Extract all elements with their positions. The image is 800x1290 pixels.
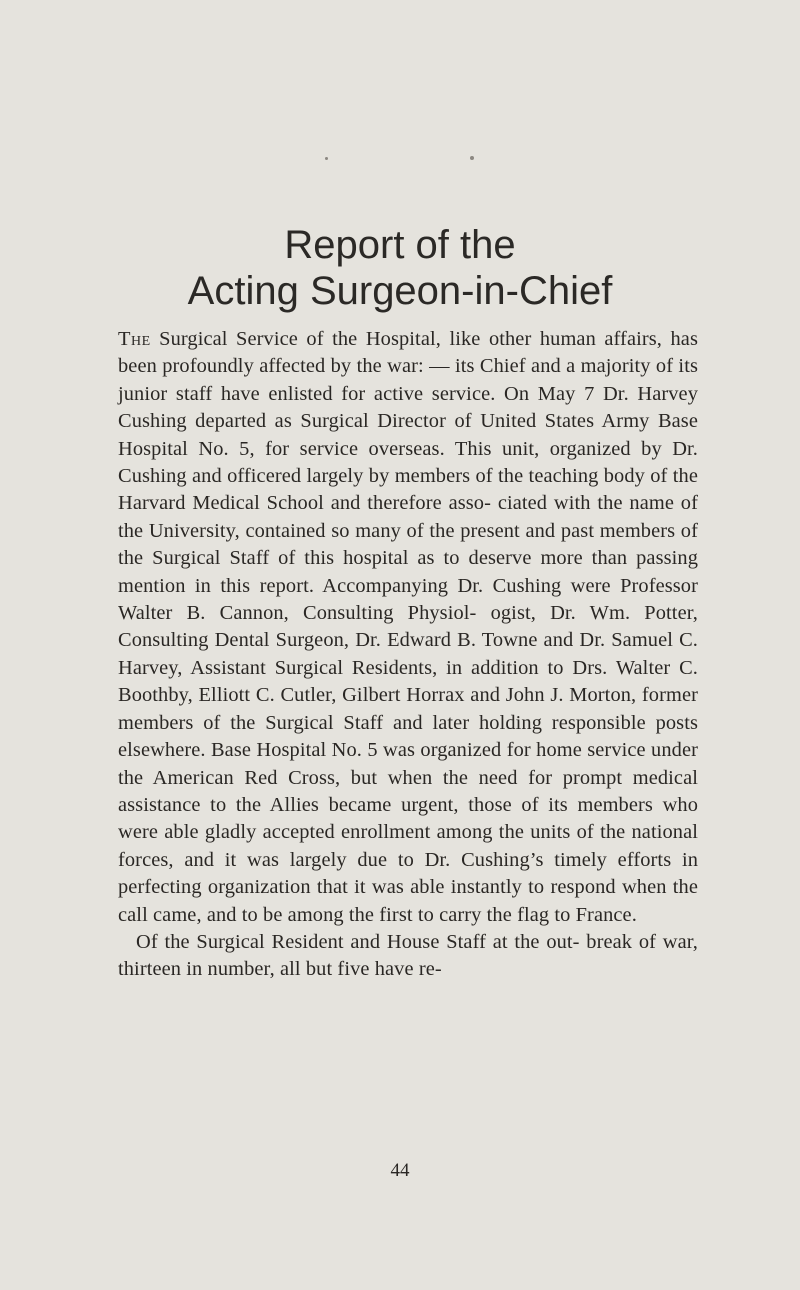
paragraph-1-text: Surgical Service of the Hospital, like other human affairs, has been profoundly affected by the war: — its Chief and a majority of its junior staff have enlisted for active service. On May 7 Dr. Harvey Cushing departed as Surgical Director of United States Army Base Hospital No. 5, for service overseas. This unit, organized by Dr. Cushing and officered largely by members of the teaching body of the Harvard Medical School and therefore asso- ciated with the name of the University, contained so many of the present and past members of the Surgical Staff of this hospital as to deserve more than passing mention in this report. Accompanying Dr. Cushing were Professor Walter B. Cannon, Consulting Physiol- ogist, Dr. Wm. Potter, Consulting Dental Surgeon, Dr. Edward B. Towne and Dr. Samuel C. Harvey, Assistant Surgical Residents, in addition to Drs. Walter C. Boothby, Elliott C. Cutler, Gilbert Horrax and John J. Morton, former members of the Surgical Staff and later holding responsible posts elsewhere. Base Hospital No. 5 was organized for home service under the American Red Cross, but when the need for prompt medical assistance to the Allies became urgent, those of its members who were able gladly accepted enrollment among the units of the national forces, and it was largely due to Dr. Cushing’s timely efforts in perfecting organization that it was able instantly to respond when the call came, and to be among the first to carry the flag to France. [118,328,698,926]
lead-word: The [118,328,151,350]
paragraph-1 [118,326,698,929]
title-line-1: Report of the [284,223,516,267]
page-title [0,222,800,314]
paragraph-2: Of the Surgical Resident and House Staff at the out- break of war, thirteen in number, all but five have re- [118,930,698,981]
report-body [118,326,698,984]
title-line-2: Acting Surgeon-in-Chief [187,269,613,313]
paper-speck [325,157,328,160]
paper-speck [470,156,474,160]
page-number: 44 [390,1160,410,1181]
